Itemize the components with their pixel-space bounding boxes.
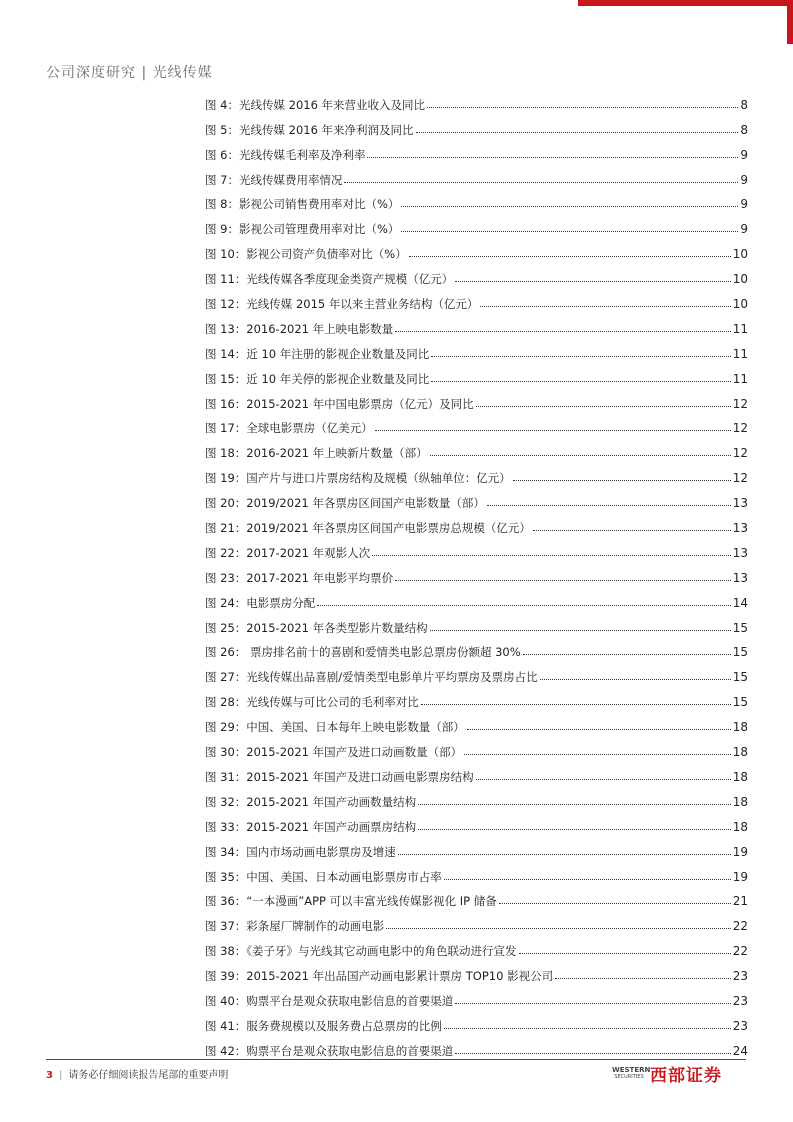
toc-entry-label: 图 10：影视公司资产负债率对比（%）: [205, 247, 407, 262]
toc-entry-label: 图 28：光线传媒与可比公司的毛利率对比: [205, 695, 419, 710]
toc-entry-page: 22: [732, 944, 748, 959]
toc-entry-label: 图 41：服务费规模以及服务费占总票房的比例: [205, 1018, 442, 1033]
toc-entry-label: 图 39：2015-2021 年出品国产动画电影累计票房 TOP10 影视公司: [205, 969, 554, 984]
toc-entry[interactable]: [205, 137, 748, 162]
toc-entry[interactable]: [205, 759, 748, 784]
toc-entry[interactable]: [205, 485, 748, 510]
toc-entry[interactable]: [205, 834, 748, 859]
footer-separator: |: [58, 1070, 63, 1081]
toc-entry[interactable]: [205, 635, 748, 660]
toc-entry-label: 图 34：国内市场动画电影票房及增速: [205, 844, 396, 859]
toc-entry-label: 图 6：光线传媒毛利率及净利率: [205, 147, 366, 162]
toc-entry-page: 14: [732, 595, 748, 610]
toc-leader-dots: [395, 580, 731, 581]
toc-entry-label: 图 27：光线传媒出品喜剧/爱情类型电影单片平均票房及票房占比: [205, 670, 538, 685]
toc-entry[interactable]: [205, 983, 748, 1008]
toc-entry[interactable]: [205, 933, 748, 958]
toc-entry[interactable]: [205, 585, 748, 610]
toc-entry[interactable]: [205, 261, 748, 286]
toc-entry-label: 图 14：近 10 年注册的影视企业数量及同比: [205, 346, 430, 361]
toc-entry[interactable]: [205, 411, 748, 436]
toc-leader-dots: [519, 953, 731, 954]
toc-entry[interactable]: [205, 460, 748, 485]
toc-entry[interactable]: [205, 435, 748, 460]
table-of-figures: [205, 87, 748, 1058]
toc-entry-page: 13: [732, 496, 748, 511]
toc-leader-dots: [444, 1028, 731, 1029]
toc-entry-label: 图 25：2015-2021 年各类型影片数量结构: [205, 620, 428, 635]
toc-entry[interactable]: [205, 809, 748, 834]
toc-entry[interactable]: [205, 684, 748, 709]
toc-entry-label: 图 5：光线传媒 2016 年来净利润及同比: [205, 122, 414, 137]
toc-entry-page: 19: [732, 844, 748, 859]
toc-leader-dots: [317, 605, 730, 606]
toc-entry-label: 图 19：国产片与进口片票房结构及规模（纵轴单位：亿元）: [205, 471, 511, 486]
toc-entry[interactable]: [205, 784, 748, 809]
toc-leader-dots: [401, 206, 738, 207]
toc-entry[interactable]: [205, 709, 748, 734]
toc-entry-page: 11: [732, 346, 748, 361]
toc-entry-label: 图 16：2015-2021 年中国电影票房（亿元）及同比: [205, 396, 474, 411]
toc-entry-label: 图 32：2015-2021 年国产动画数量结构: [205, 794, 417, 809]
toc-entry-label: 图 40：购票平台是观众获取电影信息的首要渠道: [205, 993, 454, 1008]
toc-leader-dots: [533, 530, 731, 531]
toc-entry[interactable]: [205, 112, 748, 137]
toc-entry-page: 15: [732, 620, 748, 635]
toc-leader-dots: [467, 729, 731, 730]
toc-entry-label: 图 42：购票平台是观众获取电影信息的首要渠道: [205, 1043, 454, 1058]
toc-entry-label: 图 13：2016-2021 年上映电影数量: [205, 321, 394, 336]
toc-entry[interactable]: [205, 560, 748, 585]
toc-entry-page: 11: [732, 371, 748, 386]
page-header: 公司深度研究 | 光线传媒: [46, 65, 213, 81]
toc-leader-dots: [480, 306, 730, 307]
toc-entry[interactable]: [205, 87, 748, 112]
toc-leader-dots: [444, 879, 731, 880]
toc-leader-dots: [367, 157, 738, 158]
toc-entry-label: 图 26： 票房排名前十的喜剧和爱情类电影总票房份额超 30%: [205, 645, 521, 660]
toc-entry-label: 图 37：彩条屋厂牌制作的动画电影: [205, 919, 385, 934]
page-number: 3: [46, 1070, 53, 1081]
toc-leader-dots: [455, 1053, 730, 1054]
toc-entry-page: 10: [732, 272, 748, 287]
toc-entry[interactable]: [205, 311, 748, 336]
toc-entry-page: 9: [740, 197, 748, 212]
toc-leader-dots: [523, 654, 731, 655]
top-accent-bar: [578, 0, 793, 6]
toc-leader-dots: [499, 903, 731, 904]
toc-entry-page: 9: [740, 222, 748, 237]
toc-entry-label: 图 4：光线传媒 2016 年来营业收入及同比: [205, 97, 426, 112]
toc-entry-page: 24: [732, 1043, 748, 1058]
toc-leader-dots: [430, 630, 731, 631]
toc-entry[interactable]: [205, 336, 748, 361]
toc-leader-dots: [476, 779, 731, 780]
toc-entry-label: 图 8：影视公司销售费用率对比（%）: [205, 197, 400, 212]
toc-leader-dots: [455, 1003, 730, 1004]
toc-leader-dots: [398, 854, 731, 855]
toc-entry-page: 23: [732, 993, 748, 1008]
toc-entry[interactable]: [205, 187, 748, 212]
western-securities-logo: [612, 1061, 748, 1086]
toc-entry-page: 9: [740, 172, 748, 187]
toc-entry[interactable]: [205, 361, 748, 386]
toc-leader-dots: [455, 281, 730, 282]
toc-entry[interactable]: [205, 659, 748, 684]
toc-entry-label: 图 15：近 10 年关停的影视企业数量及同比: [205, 371, 430, 386]
toc-entry-page: 18: [732, 745, 748, 760]
toc-entry-page: 11: [732, 321, 748, 336]
toc-leader-dots: [386, 928, 730, 929]
toc-entry-page: 12: [732, 396, 748, 411]
toc-entry-page: 19: [732, 869, 748, 884]
toc-entry-page: 23: [732, 969, 748, 984]
toc-entry-label: 图 9：影视公司管理费用率对比（%）: [205, 222, 400, 237]
toc-leader-dots: [344, 182, 738, 183]
toc-entry[interactable]: [205, 162, 748, 187]
toc-entry-label: 图 12：光线传媒 2015 年以来主营业务结构（亿元）: [205, 297, 479, 312]
toc-leader-dots: [416, 132, 739, 133]
toc-entry-page: 18: [732, 769, 748, 784]
toc-leader-dots: [430, 455, 731, 456]
toc-entry-page: 21: [732, 894, 748, 909]
toc-entry-label: 图 22：2017-2021 年观影人次: [205, 545, 371, 560]
toc-leader-dots: [427, 107, 738, 108]
toc-entry[interactable]: [205, 535, 748, 560]
toc-entry-label: 图 18：2016-2021 年上映新片数量（部）: [205, 446, 428, 461]
toc-entry-page: 22: [732, 919, 748, 934]
toc-entry-page: 12: [732, 421, 748, 436]
toc-entry-page: 23: [732, 1018, 748, 1033]
toc-leader-dots: [395, 331, 731, 332]
toc-leader-dots: [372, 555, 731, 556]
toc-entry-page: 10: [732, 297, 748, 312]
toc-entry-label: 图 35：中国、美国、日本动画电影票房市占率: [205, 869, 442, 884]
toc-entry-label: 图 36：“一本漫画”APP 可以丰富光线传媒影视化 IP 储备: [205, 894, 497, 909]
toc-entry[interactable]: [205, 286, 748, 311]
logo-english: WESTERN SECURITIES: [612, 1066, 651, 1080]
toc-entry-label: 图 33：2015-2021 年国产动画票房结构: [205, 819, 417, 834]
toc-entry-label: 图 30：2015-2021 年国产及进口动画数量（部）: [205, 745, 463, 760]
toc-entry-label: 图 23：2017-2021 年电影平均票价: [205, 570, 394, 585]
toc-entry-label: 图 7：光线传媒费用率情况: [205, 172, 343, 187]
toc-entry[interactable]: [205, 859, 748, 884]
toc-entry[interactable]: [205, 958, 748, 983]
toc-entry[interactable]: [205, 884, 748, 909]
toc-leader-dots: [540, 679, 731, 680]
footer-disclaimer: 请务必仔细阅读报告尾部的重要声明: [68, 1070, 229, 1081]
toc-leader-dots: [555, 978, 731, 979]
toc-entry[interactable]: [205, 236, 748, 261]
toc-entry-page: 9: [740, 147, 748, 162]
toc-entry-page: 8: [740, 122, 748, 137]
toc-entry[interactable]: [205, 1033, 748, 1058]
toc-leader-dots: [418, 829, 731, 830]
toc-entry[interactable]: [205, 610, 748, 635]
toc-entry[interactable]: [205, 211, 748, 236]
toc-entry-page: 18: [732, 720, 748, 735]
toc-entry-page: 12: [732, 471, 748, 486]
toc-entry-label: 图 24：电影票房分配: [205, 595, 316, 610]
toc-leader-dots: [476, 406, 731, 407]
toc-entry-label: 图 31：2015-2021 年国产及进口动画电影票房结构: [205, 769, 474, 784]
toc-entry-page: 13: [732, 570, 748, 585]
toc-entry-page: 18: [732, 819, 748, 834]
toc-entry-label: 图 17：全球电影票房（亿美元）: [205, 421, 373, 436]
toc-entry[interactable]: [205, 1008, 748, 1033]
toc-leader-dots: [431, 381, 730, 382]
toc-leader-dots: [401, 231, 738, 232]
page-footer: [46, 1066, 228, 1081]
top-accent-bar-side: [787, 0, 793, 44]
footer-divider: [46, 1059, 746, 1060]
toc-entry-page: 15: [732, 670, 748, 685]
toc-entry[interactable]: [205, 386, 748, 411]
toc-entry-page: 8: [740, 97, 748, 112]
toc-entry-page: 13: [732, 545, 748, 560]
toc-entry-label: 图 38：《姜子牙》与光线其它动画电影中的角色联动进行宣发: [205, 944, 517, 959]
toc-leader-dots: [464, 754, 731, 755]
toc-leader-dots: [375, 430, 731, 431]
toc-leader-dots: [421, 704, 731, 705]
logo-chinese: 西部证券: [650, 1066, 722, 1086]
toc-leader-dots: [513, 480, 731, 481]
toc-entry-page: 10: [732, 247, 748, 262]
toc-entry-page: 13: [732, 521, 748, 536]
toc-entry-label: 图 21：2019/2021 年各票房区间国产电影票房总规模（亿元）: [205, 521, 531, 536]
toc-entry-label: 图 11：光线传媒各季度现金类资产规模（亿元）: [205, 272, 454, 287]
toc-entry[interactable]: [205, 908, 748, 933]
toc-leader-dots: [487, 505, 731, 506]
toc-entry-page: 18: [732, 794, 748, 809]
toc-entry-page: 15: [732, 645, 748, 660]
toc-entry-label: 图 29：中国、美国、日本每年上映电影数量（部）: [205, 720, 465, 735]
toc-entry[interactable]: [205, 734, 748, 759]
toc-entry[interactable]: [205, 510, 748, 535]
toc-entry-page: 15: [732, 695, 748, 710]
toc-entry-page: 12: [732, 446, 748, 461]
toc-leader-dots: [418, 804, 731, 805]
toc-leader-dots: [409, 256, 731, 257]
toc-entry-label: 图 20：2019/2021 年各票房区间国产电影数量（部）: [205, 496, 485, 511]
toc-leader-dots: [431, 356, 730, 357]
